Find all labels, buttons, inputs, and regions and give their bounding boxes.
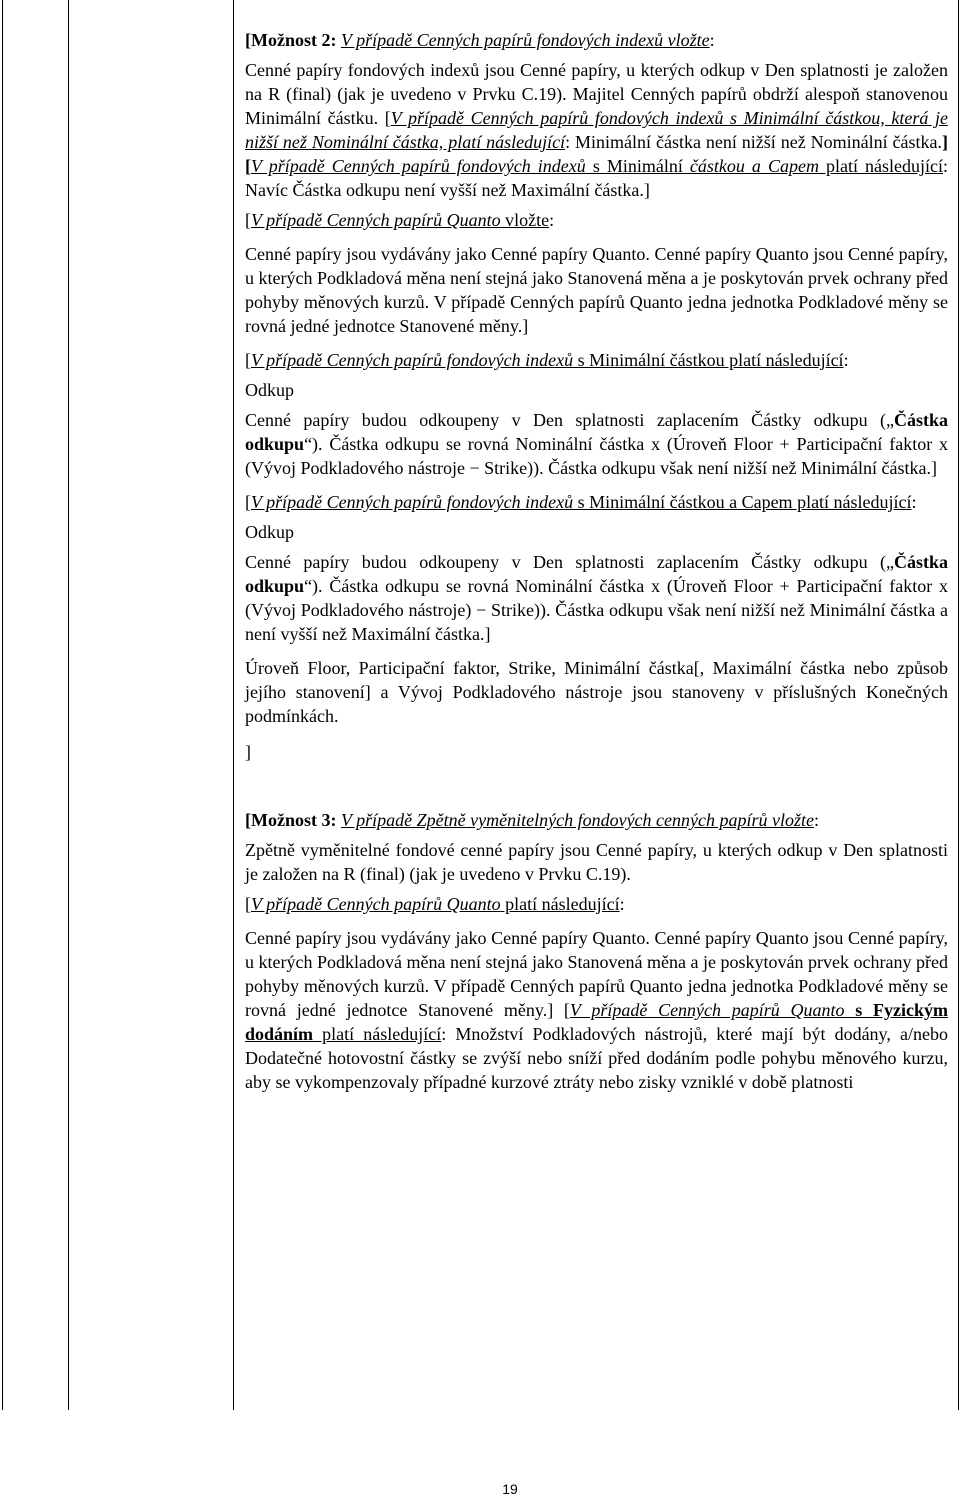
option2-quanto-heading: [V případě Cenných papírů Quanto vložte: [245,210,555,230]
option3-heading: [Možnost 3: V případě Zpětně vyměnitelných fondových cenných papírů vložte: [245,810,820,830]
option2-final-text: Úroveň Floor, Participační faktor, Strike, Minimální částka[, Maximální částka nebo způsob jejího stanovení] a Vývoj Podkladového nástroje jsou stanoveny v příslušných Konečných podmínkách. [245,658,948,726]
table-border-right [958,0,959,1410]
option2-min-heading: [V případě Cenných papírů fondových indexů s Minimální částkou platí následující: [245,350,849,370]
table-border-left [2,0,3,1410]
table-border-col1 [68,0,69,1410]
option2-cap-odkup-label: Odkup [245,522,294,542]
option3-quanto-heading: [V případě Cenných papírů Quanto platí následující: [245,894,625,914]
option2-heading: [Možnost 2: V případě Cenných papírů fondových indexů vložte: [245,30,715,50]
option2-closing-bracket: ] [245,742,251,762]
option3-paragraph: Zpětně vyměnitelné fondové cenné papíry jsou Cenné papíry, u kterých odkup v Den splatnosti je založen na R (final) (jak je uvedeno v Prvku C.19). [245,840,948,884]
option2-min-odkup-label: Odkup [245,380,294,400]
option2-quanto-text: Cenné papíry jsou vydávány jako Cenné papíry Quanto. Cenné papíry Quanto jsou Cenné papíry, u kterých Podkladová měna není stejná jako Stanovená měna a je poskytován prvek ochrany před pohyby měnových kurzů. V případě Cenných papírů Quanto jedna jednotka Podkladové měny se rovná jedné jednotce Stanovené měny.] [245,244,948,336]
option2-paragraph: Cenné papíry fondových indexů jsou Cenné papíry, u kterých odkup v Den splatnosti je založen na R (final) (jak je uvedeno v Prvku C.19). Majitel Cenných papírů obdrží alespoň stanovenou Minimální částku. [V případě Cenných papírů fondových indexů s Minimální částkou, která je nižší než Nominální částka, platí následující: Minimální částka není nižší než Nominální částka.][V případě Cenných papírů fondových indexů s Minimální částkou a Capem platí následující: Navíc Částka odkupu není vyšší než Maximální částka.] [245,60,949,200]
option3-quanto-text: Cenné papíry jsou vydávány jako Cenné papíry Quanto. Cenné papíry Quanto jsou Cenné papíry, u kterých Podkladová měna není stejná jako Stanovená měna a je poskytován prvek ochrany před pohyby měnových kurzů. V případě Cenných papírů Quanto jedna jednotka Podkladové měny se rovná jedné jednotce Stanovené měny.] [V případě Cenných papírů Quanto s Fyzickým dodáním platí následující: Množství Podkladových nástrojů, které mají být dodány, a/nebo Dodatečné hotovostní částky se zvýší nebo sníží před dodáním podle pohybu měnového kurzu, aby se vykompenzovaly případné kurzové ztráty nebo zisky vzniklé v době platnosti [245,928,948,1092]
table-border-col2 [233,0,234,1410]
option2-cap-heading: [V případě Cenných papírů fondových indexů s Minimální částkou a Capem platí následující: [245,492,917,512]
content-column [245,28,948,1094]
page-number: 19 [502,1481,518,1497]
option2-cap-text: Cenné papíry budou odkoupeny v Den splatnosti zaplacením Částky odkupu („Částka odkupu“). Částka odkupu se rovná Nominální částka x (Úroveň Floor + Participační faktor x (Vývoj Podkladového nástroje) − Strike)). Částka odkupu však není nižší než Minimální částka a není vyšší než Maximální částka.] [245,552,948,644]
option2-min-text: Cenné papíry budou odkoupeny v Den splatnosti zaplacením Částky odkupu („Částka odkupu“). Částka odkupu se rovná Nominální částka x (Úroveň Floor + Participační faktor x (Vývoj Podkladového nástroje − Strike)). Částka odkupu však není nižší než Minimální částka.] [245,410,948,478]
